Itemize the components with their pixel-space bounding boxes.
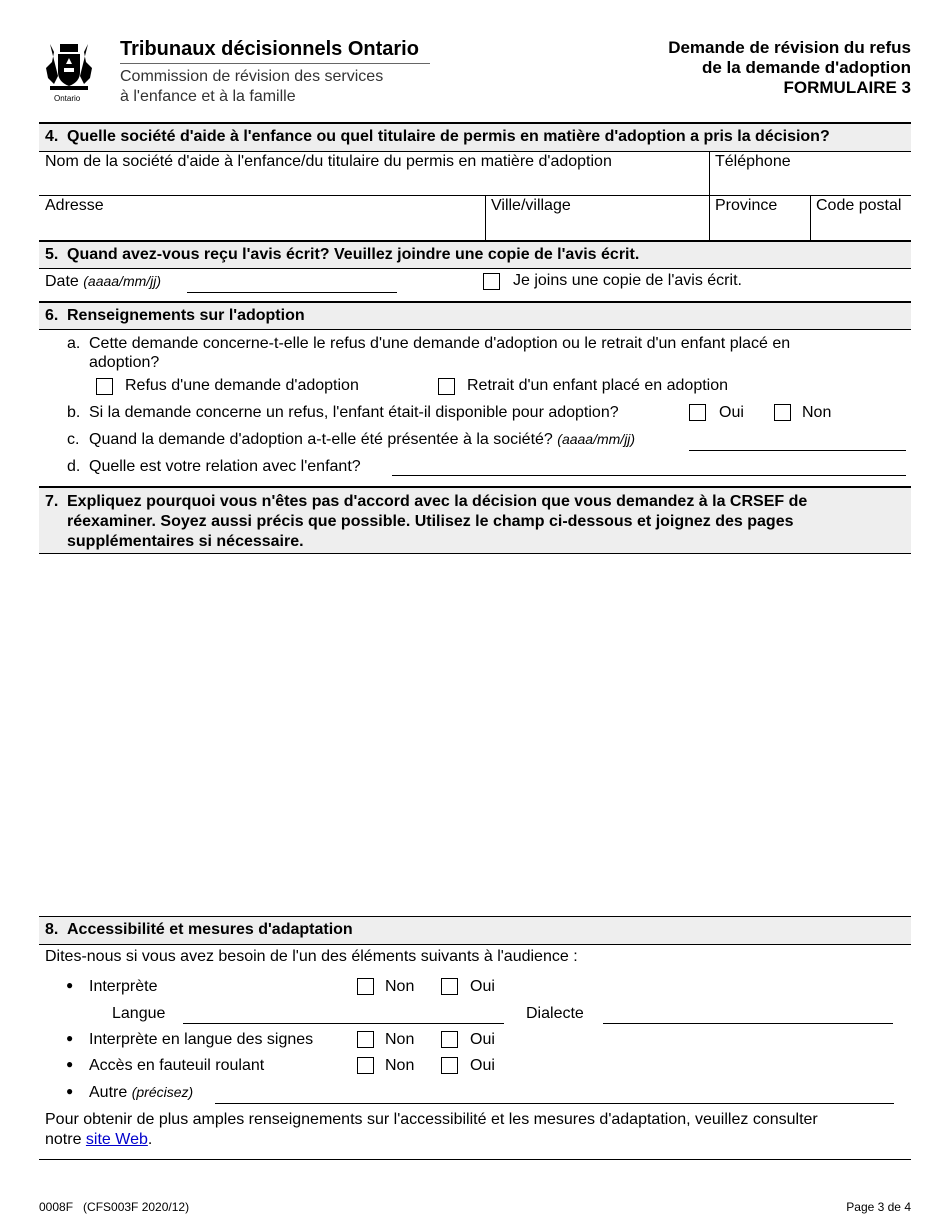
sign-interpreter-no-label: Non — [385, 1031, 415, 1048]
province-field[interactable] — [710, 216, 809, 238]
section-title: Quelle société d'aide à l'enfance ou quel titulaire de permis en matière d'adoption a pris la décision? — [67, 128, 830, 145]
application-date-field[interactable] — [689, 450, 906, 451]
section-number: 5. — [45, 246, 59, 263]
question-a-text-line1: Cette demande concerne-t-elle le refus d'une demande d'adoption ou le retrait d'un enfant placé en — [89, 335, 791, 352]
accessibility-intro: Dites-nous si vous avez besoin de l'un des éléments suivants à l'audience : — [45, 948, 578, 965]
removal-checkbox[interactable] — [438, 378, 455, 395]
date-field[interactable] — [187, 292, 397, 293]
wheelchair-yes-checkbox[interactable] — [441, 1057, 458, 1074]
refusal-checkbox[interactable] — [96, 378, 113, 395]
agency-name-field[interactable] — [39, 172, 709, 194]
address-label: Adresse — [45, 197, 104, 214]
interpreter-yes-checkbox[interactable] — [441, 978, 458, 995]
more-info-prefix: notre — [45, 1131, 86, 1148]
bullet: ● — [66, 1031, 74, 1045]
agency-name-label: Nom de la société d'aide à l'enfance/du titulaire du permis en matière d'adoption — [45, 153, 612, 170]
dialect-field[interactable] — [603, 1023, 893, 1024]
attach-notice-label: Je joins une copie de l'avis écrit. — [513, 272, 742, 289]
city-label: Ville/village — [491, 197, 571, 214]
section-title-line2: réexaminer. Soyez aussi précis que possible. Utilisez le champ ci-dessous et joignez des pages — [67, 513, 794, 530]
section-4-heading — [39, 122, 911, 152]
removal-label: Retrait d'un enfant placé en adoption — [467, 377, 729, 394]
explanation-textarea[interactable] — [39, 555, 911, 915]
wheelchair-yes-label: Oui — [470, 1057, 495, 1074]
sign-interpreter-label: Interprète en langue des signes — [89, 1031, 314, 1048]
question-b-text: Si la demande concerne un refus, l'enfant était-il disponible pour adoption? — [89, 404, 619, 421]
language-field[interactable] — [183, 1023, 504, 1024]
other-label-text: Autre — [89, 1084, 128, 1101]
available-yes-label: Oui — [719, 404, 744, 421]
question-d-letter: d. — [67, 458, 81, 475]
more-info-line1: Pour obtenir de plus amples renseignements sur l'accessibilité et les mesures d'adaptation, veuillez consulter — [45, 1111, 818, 1128]
section-number: 4. — [45, 128, 59, 145]
section-number: 6. — [45, 307, 59, 324]
question-a-text-line2: adoption? — [89, 354, 160, 371]
question-b-letter: b. — [67, 404, 81, 421]
org-divider — [120, 63, 430, 64]
other-field[interactable] — [215, 1103, 894, 1104]
sign-interpreter-yes-label: Oui — [470, 1031, 495, 1048]
form-number: FORMULAIRE 3 — [783, 78, 911, 97]
section-number: 7. — [45, 493, 59, 510]
form-title-line2: de la demande d'adoption — [701, 58, 911, 77]
language-label: Langue — [112, 1005, 166, 1022]
other-hint: (précisez) — [131, 1084, 194, 1100]
address-field[interactable] — [39, 216, 485, 238]
bullet: ● — [66, 1057, 74, 1071]
bullet: ● — [66, 1084, 74, 1098]
wheelchair-no-label: Non — [385, 1057, 415, 1074]
sign-interpreter-no-checkbox[interactable] — [357, 1031, 374, 1048]
form-code: 0008F (CFS003F 2020/12) — [39, 1200, 190, 1214]
phone-field[interactable] — [710, 172, 910, 194]
available-no-checkbox[interactable] — [774, 404, 791, 421]
other-label — [89, 1084, 193, 1102]
section-title: Renseignements sur l'adoption — [67, 307, 305, 324]
section-5-heading — [39, 240, 911, 269]
section-title-line3: supplémentaires si nécessaire. — [67, 533, 304, 550]
more-info-line2 — [45, 1131, 152, 1149]
form-title-line1: Demande de révision du refus — [668, 38, 911, 57]
org-subtitle-line1: Commission de révision des services — [120, 68, 384, 85]
website-link[interactable]: site Web — [85, 1131, 148, 1148]
postal-code-label: Code postal — [816, 197, 902, 214]
interpreter-no-label: Non — [385, 978, 415, 995]
date-label-text: Date — [45, 273, 79, 290]
postal-code-field[interactable] — [811, 216, 910, 238]
question-c-format-hint: (aaaa/mm/jj) — [557, 431, 636, 447]
interpreter-no-checkbox[interactable] — [357, 978, 374, 995]
page-number: Page 3 de 4 — [846, 1200, 911, 1214]
province-label: Province — [715, 197, 778, 214]
section-8-bottom-rule — [39, 1159, 911, 1160]
available-no-label: Non — [802, 404, 832, 421]
wheelchair-no-checkbox[interactable] — [357, 1057, 374, 1074]
section-title-line1: Expliquez pourquoi vous n'êtes pas d'accord avec la décision que vous demandez à la CRSEF de — [67, 493, 808, 510]
sign-interpreter-yes-checkbox[interactable] — [441, 1031, 458, 1048]
question-c-letter: c. — [67, 431, 80, 448]
section-6-heading — [39, 301, 911, 330]
date-label — [45, 273, 161, 291]
available-yes-checkbox[interactable] — [689, 404, 706, 421]
section-title: Quand avez-vous reçu l'avis écrit? Veuillez joindre une copie de l'avis écrit. — [67, 246, 640, 263]
attach-notice-checkbox[interactable] — [483, 273, 500, 290]
city-field[interactable] — [486, 216, 708, 238]
refusal-label: Refus d'une demande d'adoption — [125, 377, 359, 394]
divider — [39, 195, 911, 196]
question-d-text: Quelle est votre relation avec l'enfant? — [89, 458, 361, 475]
interpreter-label: Interprète — [89, 978, 158, 995]
section-8-heading — [39, 916, 911, 945]
relationship-field[interactable] — [392, 475, 906, 476]
wheelchair-label: Accès en fauteuil roulant — [89, 1057, 265, 1074]
question-c-label: Quand la demande d'adoption a-t-elle été présentée à la société? — [89, 431, 553, 448]
logo-caption: Ontario — [54, 94, 81, 103]
org-title: Tribunaux décisionnels Ontario — [120, 38, 419, 60]
date-format-hint: (aaaa/mm/jj) — [83, 273, 162, 289]
section-title: Accessibilité et mesures d'adaptation — [67, 921, 353, 938]
section-7-heading — [39, 486, 911, 554]
dialect-label: Dialecte — [526, 1005, 584, 1022]
bullet: ● — [66, 978, 74, 992]
org-subtitle-line2: à l'enfance et à la famille — [120, 88, 296, 105]
section-number: 8. — [45, 921, 59, 938]
question-a-letter: a. — [67, 335, 81, 352]
phone-label: Téléphone — [715, 153, 791, 170]
interpreter-yes-label: Oui — [470, 978, 495, 995]
section-7-line1 — [45, 492, 905, 512]
more-info-suffix: . — [147, 1131, 153, 1148]
question-c-text — [89, 431, 635, 449]
